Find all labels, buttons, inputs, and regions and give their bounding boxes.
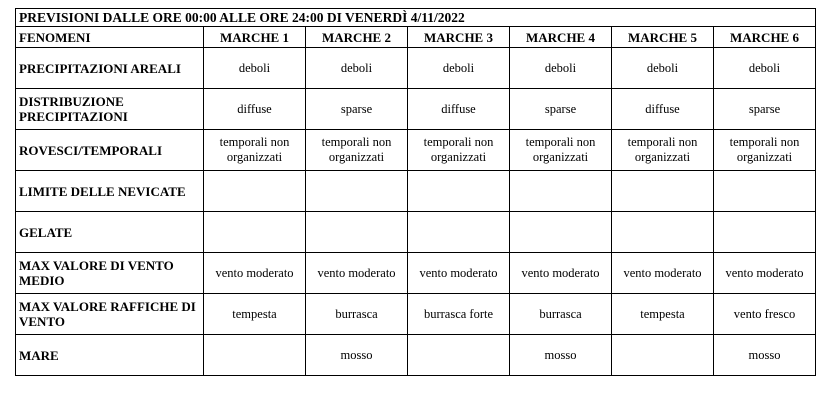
forecast-cell <box>408 212 510 253</box>
forecast-cell: temporali non organizzati <box>510 130 612 171</box>
zone-header-marche-4: MARCHE 4 <box>510 27 612 48</box>
forecast-cell <box>714 171 816 212</box>
forecast-cell: sparse <box>306 89 408 130</box>
forecast-cell: vento moderato <box>714 253 816 294</box>
phenomena-column-header: FENOMENI <box>16 27 204 48</box>
forecast-cell: temporali non organizzati <box>408 130 510 171</box>
forecast-cell <box>306 171 408 212</box>
forecast-cell: mosso <box>714 335 816 376</box>
forecast-cell: tempesta <box>612 294 714 335</box>
table-row <box>16 89 816 130</box>
forecast-table <box>15 8 816 376</box>
forecast-cell: temporali non organizzati <box>612 130 714 171</box>
phenomenon-label: ROVESCI/TEMPORALI <box>16 130 204 171</box>
phenomenon-label: MARE <box>16 335 204 376</box>
phenomenon-label: GELATE <box>16 212 204 253</box>
phenomenon-label: MAX VALORE RAFFICHE DI VENTO <box>16 294 204 335</box>
forecast-cell <box>204 335 306 376</box>
forecast-cell <box>306 212 408 253</box>
forecast-cell: sparse <box>714 89 816 130</box>
zone-header-marche-6: MARCHE 6 <box>714 27 816 48</box>
forecast-cell <box>612 171 714 212</box>
forecast-cell: temporali non organizzati <box>306 130 408 171</box>
forecast-cell <box>612 212 714 253</box>
forecast-cell: diffuse <box>408 89 510 130</box>
forecast-cell: vento moderato <box>612 253 714 294</box>
forecast-cell: vento moderato <box>510 253 612 294</box>
forecast-cell <box>408 335 510 376</box>
forecast-cell: vento moderato <box>408 253 510 294</box>
zone-header-marche-1: MARCHE 1 <box>204 27 306 48</box>
forecast-cell: burrasca <box>306 294 408 335</box>
zone-header-marche-3: MARCHE 3 <box>408 27 510 48</box>
table-row <box>16 335 816 376</box>
forecast-cell: burrasca forte <box>408 294 510 335</box>
forecast-cell <box>408 171 510 212</box>
zone-header-marche-5: MARCHE 5 <box>612 27 714 48</box>
forecast-cell: sparse <box>510 89 612 130</box>
phenomenon-label: PRECIPITAZIONI AREALI <box>16 48 204 89</box>
phenomenon-label: MAX VALORE DI VENTO MEDIO <box>16 253 204 294</box>
forecast-cell: tempesta <box>204 294 306 335</box>
forecast-cell: deboli <box>306 48 408 89</box>
phenomenon-label: LIMITE DELLE NEVICATE <box>16 171 204 212</box>
table-row <box>16 294 816 335</box>
forecast-cell: deboli <box>510 48 612 89</box>
forecast-cell: temporali non organizzati <box>204 130 306 171</box>
zone-header-marche-2: MARCHE 2 <box>306 27 408 48</box>
forecast-cell: temporali non organizzati <box>714 130 816 171</box>
forecast-cell: mosso <box>510 335 612 376</box>
forecast-cell <box>510 212 612 253</box>
forecast-cell: deboli <box>612 48 714 89</box>
forecast-cell <box>612 335 714 376</box>
forecast-title: PREVISIONI DALLE ORE 00:00 ALLE ORE 24:00 DI VENERDÌ 4/11/2022 <box>16 9 816 27</box>
forecast-cell <box>204 212 306 253</box>
table-row <box>16 171 816 212</box>
forecast-cell: mosso <box>306 335 408 376</box>
forecast-cell: deboli <box>204 48 306 89</box>
table-row <box>16 48 816 89</box>
forecast-cell: diffuse <box>612 89 714 130</box>
phenomenon-label: DISTRIBUZIONE PRECIPITAZIONI <box>16 89 204 130</box>
forecast-cell <box>204 171 306 212</box>
forecast-cell: deboli <box>714 48 816 89</box>
forecast-cell: vento moderato <box>306 253 408 294</box>
table-row <box>16 212 816 253</box>
forecast-cell: deboli <box>408 48 510 89</box>
forecast-cell: burrasca <box>510 294 612 335</box>
table-row <box>16 130 816 171</box>
forecast-cell: vento moderato <box>204 253 306 294</box>
forecast-cell: diffuse <box>204 89 306 130</box>
forecast-cell <box>510 171 612 212</box>
header-row <box>16 27 816 48</box>
forecast-cell <box>714 212 816 253</box>
forecast-cell: vento fresco <box>714 294 816 335</box>
title-row <box>16 9 816 27</box>
table-row <box>16 253 816 294</box>
